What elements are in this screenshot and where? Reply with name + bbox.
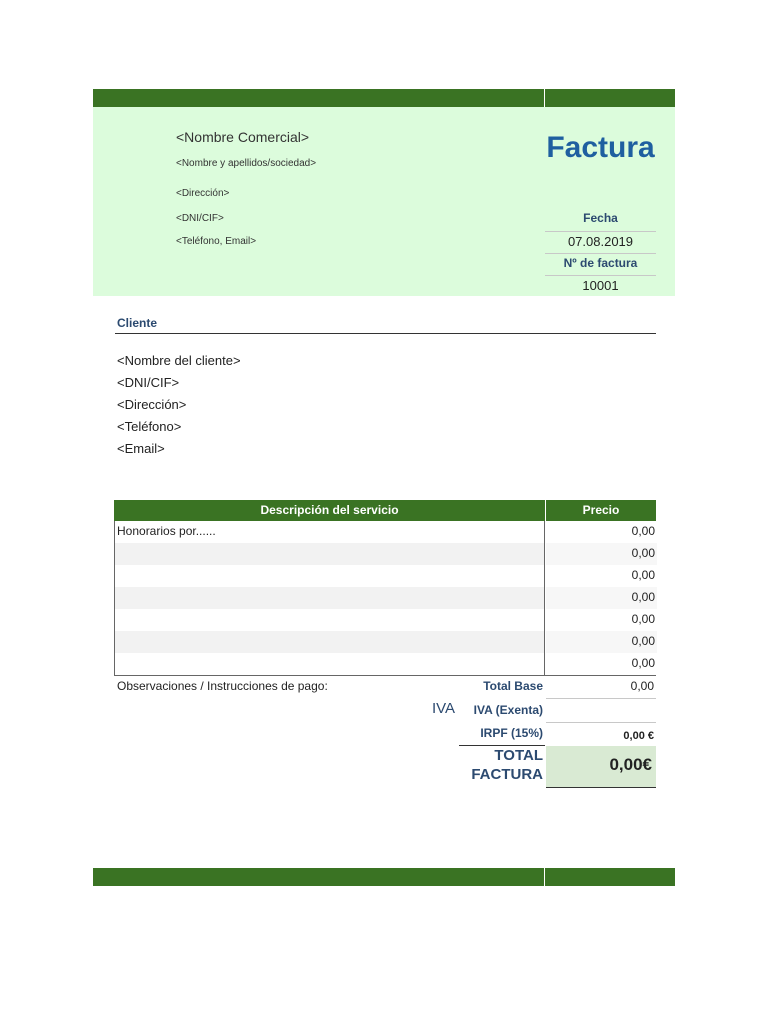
cell-description[interactable] xyxy=(115,543,545,565)
services-table xyxy=(114,500,656,676)
total-base-value[interactable]: 0,00 xyxy=(630,679,654,693)
top-band xyxy=(93,89,675,107)
irpf-label: IRPF (15%) xyxy=(480,726,543,740)
table-row xyxy=(115,543,656,565)
invoice-title: Factura xyxy=(546,131,655,164)
company-tax-id: <DNI/CIF> xyxy=(176,213,224,224)
cell-description[interactable]: Honorarios por...... xyxy=(115,521,545,543)
cell-price[interactable]: 0,00 xyxy=(631,656,655,670)
date-label: Fecha xyxy=(583,211,618,225)
cell-description[interactable] xyxy=(115,565,545,587)
table-row xyxy=(115,565,656,587)
owner-name: <Nombre y apellidos/sociedad> xyxy=(176,158,317,169)
total-base-label: Total Base xyxy=(483,679,543,693)
cell-description[interactable] xyxy=(115,631,545,653)
table-row xyxy=(115,587,656,609)
company-contact: <Teléfono, Email> xyxy=(176,236,257,247)
client-rule xyxy=(115,333,656,334)
invoice-number-label: Nº de factura xyxy=(563,256,638,270)
band-divider xyxy=(544,868,545,886)
table-row xyxy=(115,609,656,631)
total-box xyxy=(546,746,656,788)
column-header-price: Precio xyxy=(582,503,620,517)
cell-price[interactable]: 0,00 xyxy=(546,587,657,609)
notes-label: Observaciones / Instrucciones de pago: xyxy=(117,679,328,693)
total-label-line2: FACTURA xyxy=(471,766,543,783)
table-row xyxy=(115,631,656,653)
cell-price[interactable]: 0,00 xyxy=(631,612,655,626)
company-name: <Nombre Comercial> xyxy=(176,129,310,145)
client-tax-id: <DNI/CIF> xyxy=(117,375,180,390)
iva-heading: IVA xyxy=(432,700,456,717)
divider xyxy=(546,698,656,699)
column-header-description: Descripción del servicio xyxy=(260,503,399,517)
cell-price[interactable]: 0,00 xyxy=(631,568,655,582)
total-label xyxy=(459,746,543,784)
divider xyxy=(545,231,656,232)
divider xyxy=(546,722,656,723)
client-phone: <Teléfono> xyxy=(117,419,182,434)
cell-description[interactable] xyxy=(115,609,545,631)
bottom-band xyxy=(93,868,675,886)
divider xyxy=(545,253,656,254)
divider xyxy=(545,275,656,276)
client-name: <Nombre del cliente> xyxy=(117,353,241,368)
cell-description[interactable] xyxy=(115,587,545,609)
table-row xyxy=(115,653,656,675)
client-email: <Email> xyxy=(117,441,165,456)
client-label: Cliente xyxy=(117,316,158,330)
band-divider xyxy=(544,89,545,107)
invoice-number-value: 10001 xyxy=(582,278,619,293)
client-address: <Dirección> xyxy=(117,397,187,412)
total-label-line1: TOTAL xyxy=(494,747,543,764)
table-header xyxy=(114,500,656,521)
table-body xyxy=(114,521,656,676)
iva-label: IVA (Exenta) xyxy=(473,703,543,717)
irpf-value[interactable]: 0,00 € xyxy=(623,730,654,742)
date-value: 07.08.2019 xyxy=(567,234,634,249)
company-address: <Dirección> xyxy=(176,188,230,199)
table-row xyxy=(115,521,656,543)
cell-description[interactable] xyxy=(115,653,545,675)
total-value: 0,00€ xyxy=(609,755,652,774)
cell-price[interactable]: 0,00 xyxy=(631,524,655,538)
cell-price[interactable]: 0,00 xyxy=(546,543,657,565)
cell-price[interactable]: 0,00 xyxy=(546,631,657,653)
